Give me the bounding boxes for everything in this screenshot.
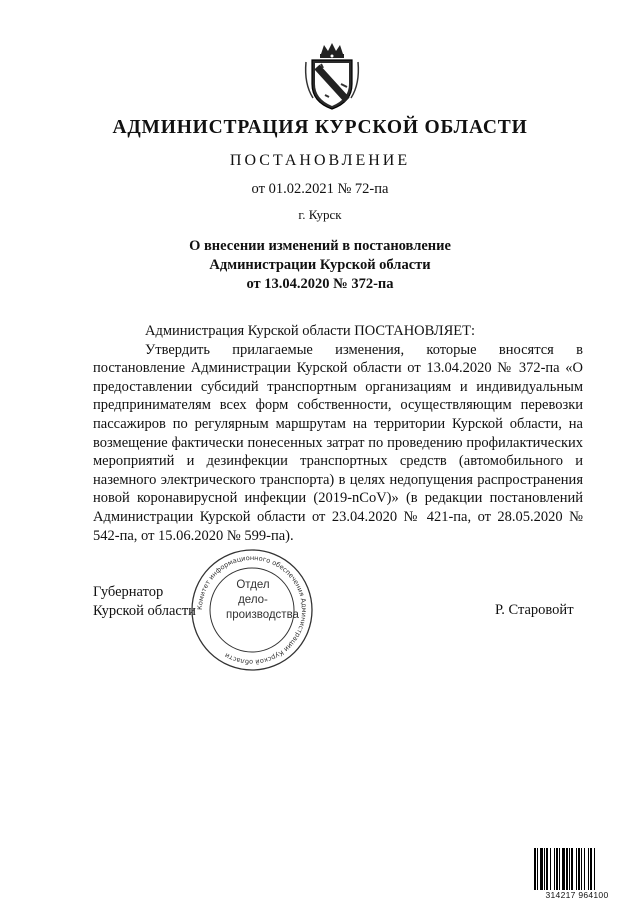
barcode-bar bbox=[540, 848, 543, 890]
barcode-bar bbox=[581, 848, 582, 890]
barcode-bar bbox=[534, 848, 536, 890]
barcode-bar bbox=[550, 848, 551, 890]
document-number: от 01.02.2021 № 72-па bbox=[251, 181, 389, 197]
barcode-bar bbox=[594, 848, 595, 890]
stamp-line: дело- bbox=[238, 594, 268, 606]
barcode bbox=[533, 848, 619, 892]
main-paragraph: Утвердить прилагаемые изменения, которые вносятся в постановление Администрации Курской области от 13.04.2020 № 372-па «О предоставлении субсидий транспортным организациям и индивидуальным предпринимателям всех форм собственности, осуществляющим перевозки пассажиров по регулярным маршрутам на территории Курской области, на возмещение фактически понесенных затрат по проведению профилактических мероприятий и дезинфекции транспортных средств (автомобильного и наземного электрического транспорта) в целях недопущения распространения новой коронавирусной инфекции (2019-nCoV)» (в редакции постановлений Администрации Курской области от 23.04.2020 № 421-па, от 28.05.2020 № 542-па, от 15.06.2020 № 599-па). bbox=[93, 341, 583, 544]
document-body bbox=[93, 322, 583, 545]
barcode-number: 314217 964100 bbox=[530, 890, 624, 900]
barcode-bar bbox=[576, 848, 577, 890]
barcode-bar bbox=[544, 848, 545, 890]
barcode-bar bbox=[588, 848, 589, 890]
city: г. Курск bbox=[298, 207, 342, 222]
stamp-ring-text: Комитет информационного обеспечения Администрации Курской области bbox=[195, 553, 309, 667]
signatory-name: Р. Старовойт bbox=[495, 602, 574, 618]
intro-paragraph: Администрация Курской области ПОСТАНОВЛЯЕТ: bbox=[145, 323, 476, 339]
subject-line: Администрации Курской области bbox=[209, 257, 431, 273]
signatory-title-line: Курской области bbox=[93, 602, 196, 619]
barcode-bar bbox=[554, 848, 555, 890]
subject-heading bbox=[0, 237, 640, 294]
barcode-bar bbox=[571, 848, 573, 890]
signatory-title-line: Губернатор bbox=[93, 584, 164, 600]
agency-title: АДМИНИСТРАЦИЯ КУРСКОЙ ОБЛАСТИ bbox=[112, 117, 528, 138]
barcode-bar bbox=[562, 848, 565, 890]
subject-line: от 13.04.2020 № 372-па bbox=[246, 276, 394, 292]
document-type: ПОСТАНОВЛЕНИЕ bbox=[229, 152, 411, 169]
signatory-title bbox=[93, 583, 196, 620]
barcode-bar bbox=[546, 848, 548, 890]
subject-line: О внесении изменений в постановление bbox=[189, 238, 451, 254]
barcode-bar bbox=[566, 848, 568, 890]
stamp-text bbox=[226, 578, 299, 623]
coat-of-arms-icon bbox=[303, 40, 361, 112]
barcode-bar bbox=[578, 848, 580, 890]
barcode-bar bbox=[590, 848, 592, 890]
barcode-bar bbox=[556, 848, 558, 890]
barcode-bar bbox=[537, 848, 538, 890]
stamp-line: производства bbox=[226, 609, 299, 621]
barcode-bar bbox=[559, 848, 560, 890]
barcode-bar bbox=[584, 848, 585, 890]
barcode-bar bbox=[569, 848, 570, 890]
stamp-line: Отдел bbox=[236, 579, 270, 591]
